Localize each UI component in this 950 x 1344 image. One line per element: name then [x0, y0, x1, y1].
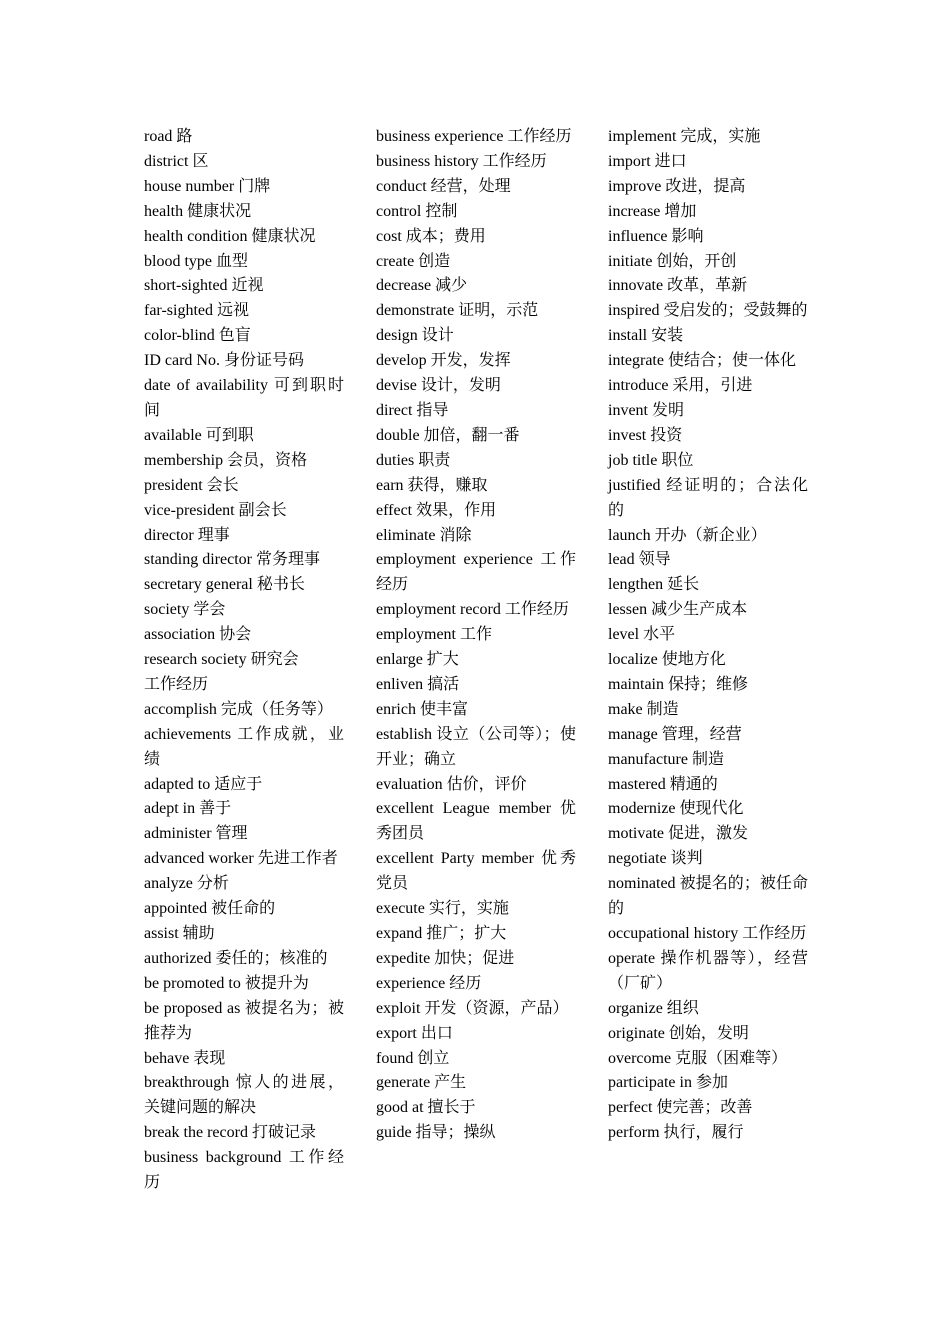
vocab-entry: health condition 健康状况	[144, 227, 316, 245]
vocab-entry: decrease 减少	[376, 277, 468, 295]
vocab-entry: ID card No. 身份证号码	[144, 352, 304, 370]
vocab-entry: excellent League member 优秀团员	[376, 800, 576, 843]
vocab-entry: improve 改进，提高	[608, 177, 746, 195]
vocab-entry: increase 增加	[608, 202, 697, 220]
vocab-entry: create 创造	[376, 252, 451, 270]
vocab-entry: lessen 减少生产成本	[608, 601, 748, 619]
vocab-entry: employment record 工作经历	[376, 601, 569, 619]
vocab-entry: control 控制	[376, 202, 458, 220]
vocab-entry: enlarge 扩大	[376, 651, 459, 669]
vocab-entry: accomplish 完成（任务等）	[144, 700, 333, 718]
vocab-entry: experience 经历	[376, 974, 482, 992]
vocab-entry: organize 组织	[608, 999, 699, 1017]
vocab-entry: behave 表现	[144, 1049, 226, 1067]
vocab-entry: district 区	[144, 152, 209, 170]
vocab-column-3	[608, 125, 808, 1146]
vocab-entry: exploit 开发（资源，产品）	[376, 999, 569, 1017]
vocab-entry: nominated 被提名的；被任命的	[608, 875, 808, 918]
vocab-entry: administer 管理	[144, 825, 248, 843]
vocab-entry: be promoted to 被提升为	[144, 974, 309, 992]
vocab-entry: demonstrate 证明，示范	[376, 302, 539, 320]
vocab-entry: appointed 被任命的	[144, 900, 276, 918]
vocab-entry: overcome 克服（困难等）	[608, 1049, 788, 1067]
vocab-entry: business experience 工作经历	[376, 128, 572, 145]
vocab-entry: 工作经历	[144, 675, 209, 693]
vocab-entry: health 健康状况	[144, 202, 252, 220]
vocab-entry: business background 工作经历	[144, 1149, 344, 1192]
vocab-entry: advanced worker 先进工作者	[144, 850, 338, 868]
vocab-entry: invest 投资	[608, 426, 683, 444]
vocab-entry: cost 成本；费用	[376, 227, 486, 245]
vocab-entry: participate in 参加	[608, 1074, 728, 1092]
vocab-entry: develop 开发，发挥	[376, 352, 511, 370]
vocab-entry: justified 经证明的；合法化的	[608, 476, 808, 519]
vocab-entry: perform 执行，履行	[608, 1124, 744, 1142]
vocab-entry: implement 完成，实施	[608, 128, 761, 145]
vocab-entry: lengthen 延长	[608, 576, 700, 594]
vocab-entry: initiate 创始，开创	[608, 252, 737, 270]
vocab-entry: make 制造	[608, 700, 679, 718]
vocab-entry: expand 推广；扩大	[376, 925, 507, 942]
vocab-entry: launch 开办（新企业）	[608, 526, 767, 544]
vocab-entry: innovate 改革，革新	[608, 277, 748, 295]
vocab-entry: house number 门牌	[144, 177, 271, 195]
vocab-entry: vice-president 副会长	[144, 501, 287, 519]
vocab-entry: director 理事	[144, 526, 230, 544]
vocab-entry: authorized 委任的；核准的	[144, 949, 328, 967]
vocab-entry: maintain 保持；维修	[608, 675, 748, 693]
vocab-entry: execute 实行，实施	[376, 900, 509, 918]
vocab-entry: level 水平	[608, 626, 676, 644]
vocab-entry: modernize 使现代化	[608, 800, 744, 818]
vocab-entry: export 出口	[376, 1024, 453, 1042]
vocab-entry: secretary general 秘书长	[144, 576, 305, 594]
vocab-entry: business history 工作经历	[376, 152, 547, 170]
vocab-entry: short-sighted 近视	[144, 277, 264, 295]
vocab-entry: job title 职位	[608, 451, 694, 469]
vocab-entry: inspired 受启发的；受鼓舞的	[608, 302, 808, 320]
vocab-entry: available 可到职	[144, 426, 254, 444]
vocab-entry: found 创立	[376, 1049, 450, 1067]
vocab-entry: break the record 打破记录	[144, 1124, 316, 1142]
vocab-entry: association 协会	[144, 626, 252, 644]
vocab-entry: date of availability 可到职时间	[144, 377, 344, 419]
vocab-entry: generate 产生	[376, 1074, 467, 1092]
vocab-entry: achievements 工作成就，业绩	[144, 725, 344, 768]
vocab-entry: originate 创始，发明	[608, 1024, 749, 1042]
vocab-entry: introduce 采用，引进	[608, 377, 753, 395]
vocab-entry: good at 擅长于	[376, 1099, 476, 1117]
vocab-entry: color-blind 色盲	[144, 327, 251, 345]
vocab-entry: research society 研究会	[144, 651, 299, 669]
vocab-entry: earn 获得，赚取	[376, 476, 488, 494]
vocab-entry: direct 指导	[376, 401, 449, 419]
vocab-entry: import 进口	[608, 152, 687, 170]
vocab-entry: far-sighted 远视	[144, 302, 249, 320]
vocab-entry: road 路	[144, 128, 193, 145]
vocab-entry: manufacture 制造	[608, 750, 724, 768]
vocab-entry: expedite 加快；促进	[376, 949, 515, 967]
vocab-entry: analyze 分析	[144, 875, 229, 893]
vocab-entry: excellent Party member 优秀党员	[376, 850, 576, 893]
vocab-column-1	[144, 125, 344, 1196]
vocab-entry: double 加倍，翻一番	[376, 426, 520, 444]
vocab-entry: breakthrough 惊人的进展，关键问题的解决	[144, 1074, 344, 1117]
vocab-column-2	[376, 125, 576, 1146]
vocab-entry: eliminate 消除	[376, 526, 472, 544]
vocab-entry: assist 辅助	[144, 925, 215, 942]
vocab-entry: evaluation 估价，评价	[376, 775, 527, 793]
vocab-entry: conduct 经营，处理	[376, 177, 511, 195]
vocab-entry: president 会长	[144, 476, 239, 494]
vocab-entry: establish 设立（公司等）；使开业；确立	[376, 725, 576, 768]
vocab-entry: influence 影响	[608, 227, 704, 245]
vocab-entry: motivate 促进，激发	[608, 825, 748, 843]
vocab-entry: society 学会	[144, 601, 226, 619]
vocab-entry: guide 指导；操纵	[376, 1124, 496, 1142]
vocab-entry: adept in 善于	[144, 800, 232, 818]
vocab-entry: blood type 血型	[144, 252, 248, 270]
vocab-entry: enliven 搞活	[376, 675, 460, 693]
vocab-entry: invent 发明	[608, 401, 684, 419]
vocab-entry: membership 会员，资格	[144, 451, 308, 469]
vocab-entry: localize 使地方化	[608, 651, 726, 669]
vocab-entry: lead 领导	[608, 551, 671, 569]
vocab-entry: standing director 常务理事	[144, 551, 320, 569]
vocab-entry: employment experience 工作经历	[376, 551, 576, 594]
vocab-entry: negotiate 谈判	[608, 850, 703, 868]
vocab-entry: duties 职责	[376, 451, 451, 469]
vocab-entry: manage 管理，经营	[608, 725, 742, 743]
vocab-entry: perfect 使完善；改善	[608, 1099, 753, 1117]
vocab-entry: enrich 使丰富	[376, 700, 468, 718]
vocab-entry: integrate 使结合；使一体化	[608, 352, 796, 370]
vocab-entry: employment 工作	[376, 626, 492, 644]
vocab-entry: occupational history 工作经历	[608, 925, 807, 942]
vocab-entry: install 安装	[608, 327, 684, 345]
vocab-entry: mastered 精通的	[608, 775, 718, 793]
vocab-entry: devise 设计，发明	[376, 377, 501, 395]
vocab-entry: operate 操作机器等），经营（厂矿）	[608, 949, 808, 992]
vocab-entry: be proposed as 被提名为；被推荐为	[144, 999, 344, 1042]
vocab-entry: effect 效果，作用	[376, 501, 497, 519]
vocab-entry: adapted to 适应于	[144, 775, 263, 793]
vocab-entry: design 设计	[376, 327, 454, 345]
